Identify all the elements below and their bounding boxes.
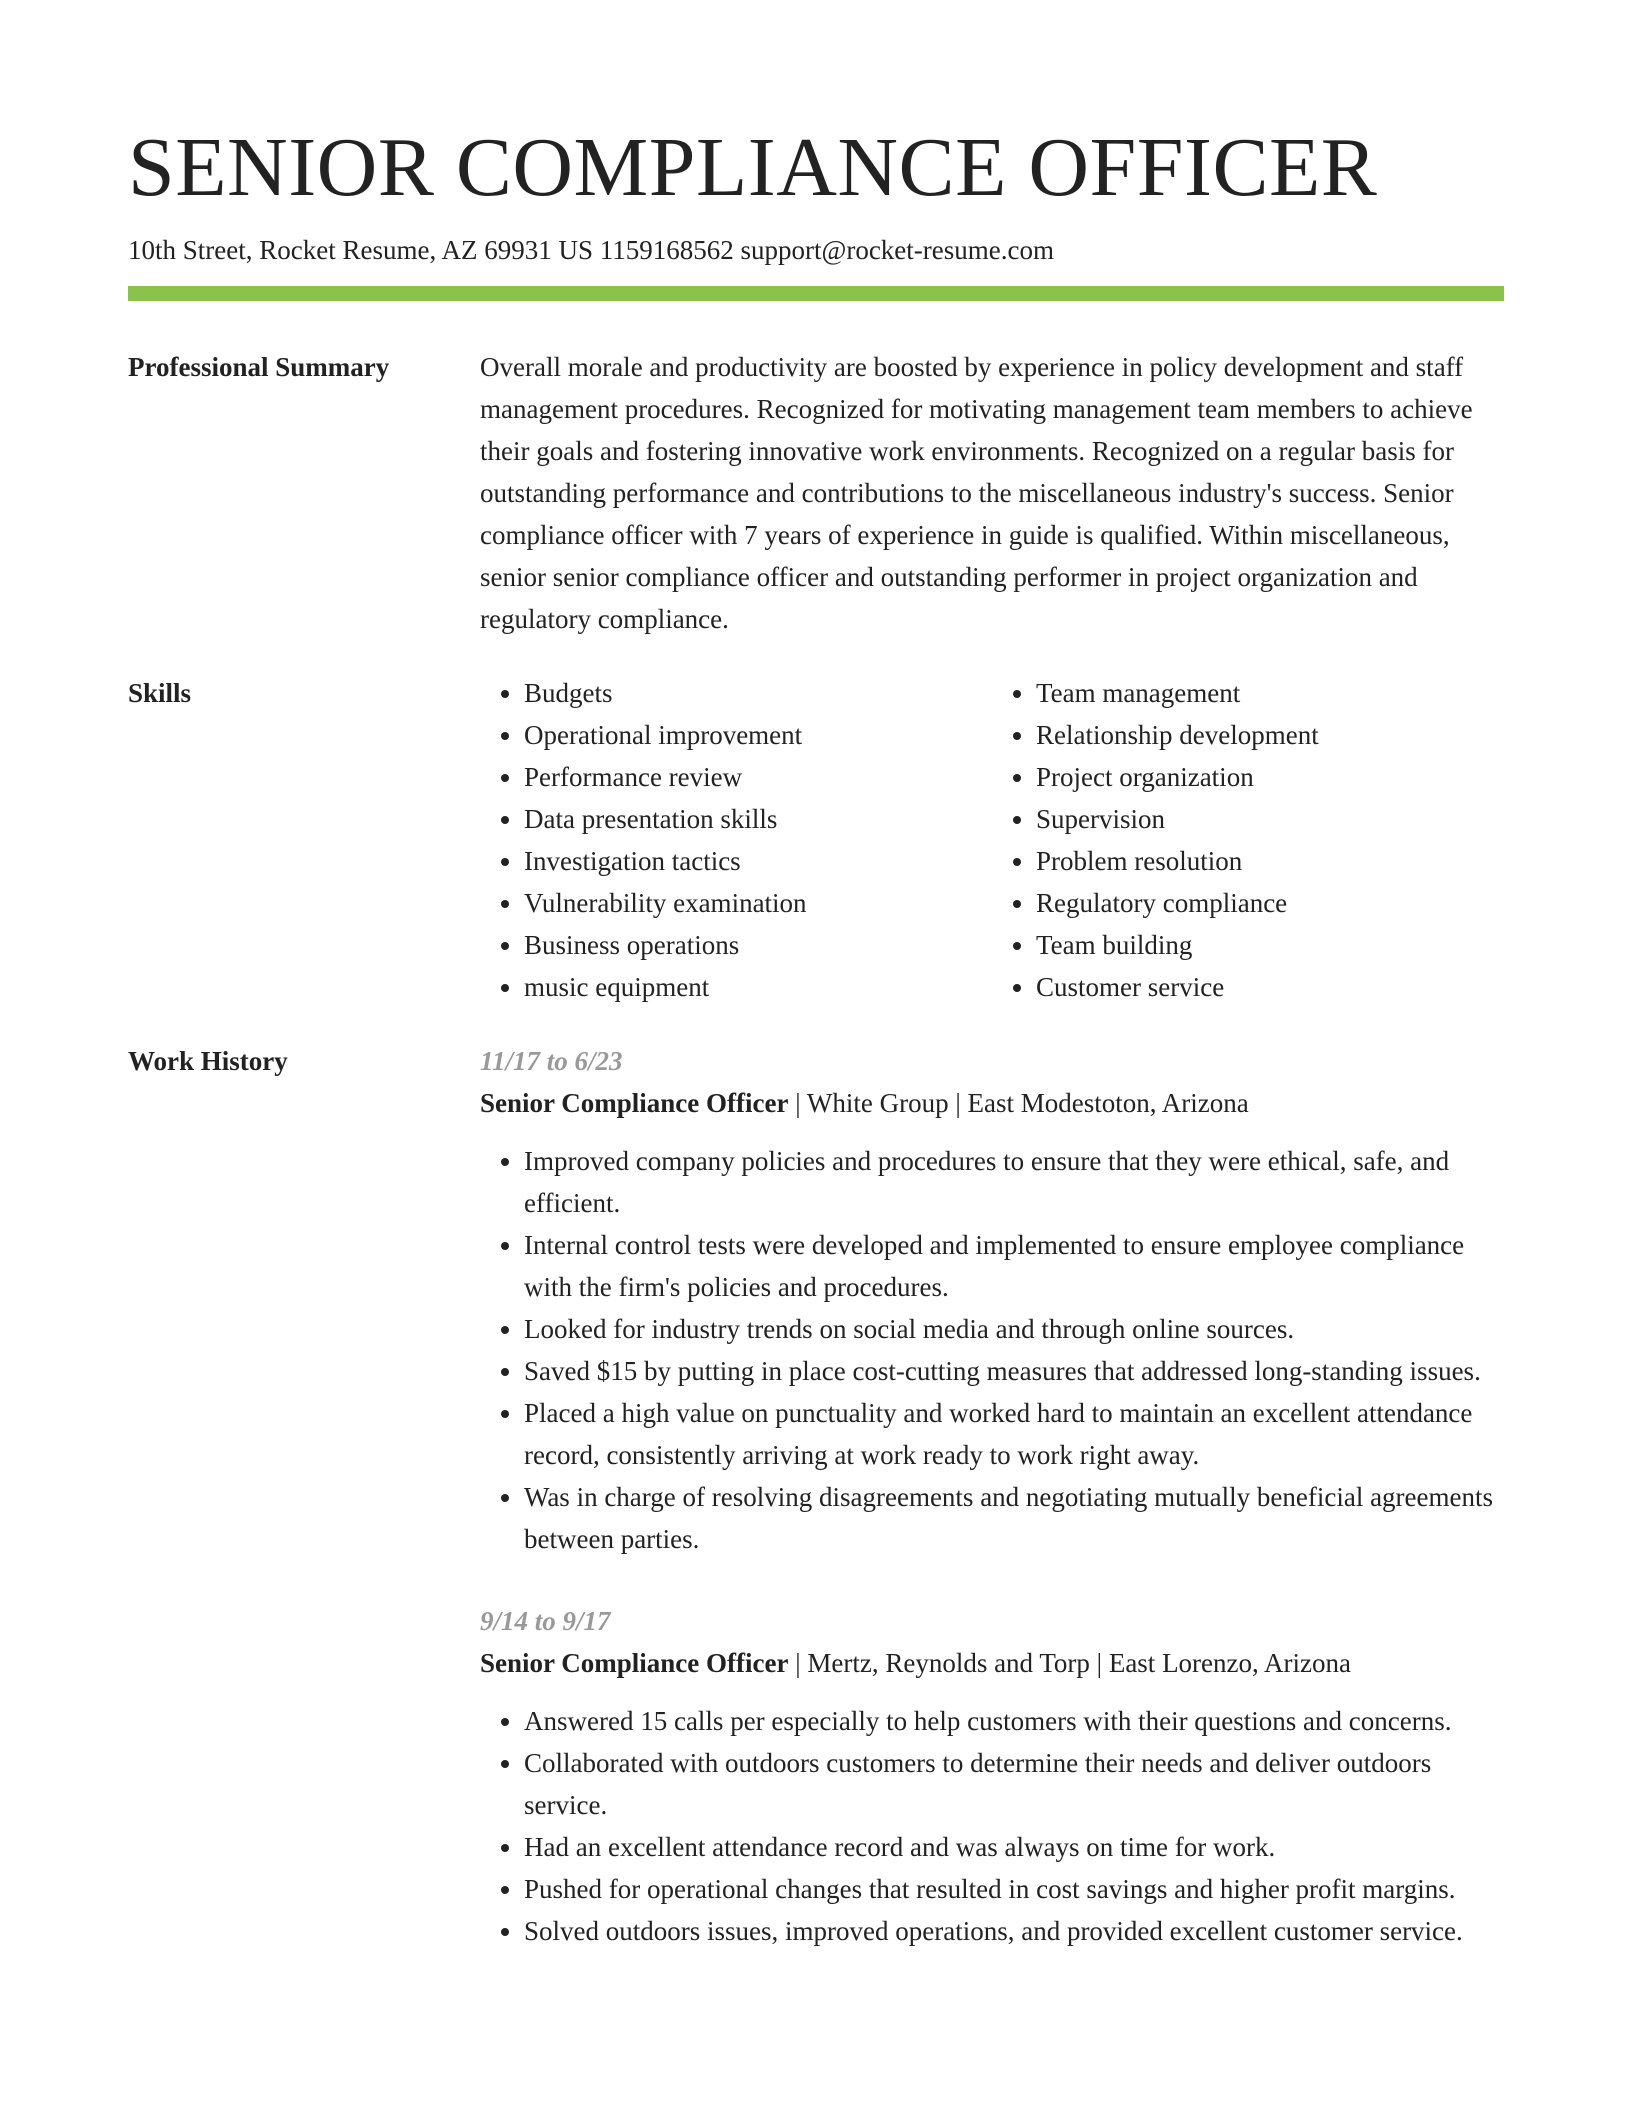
skill-item: • Problem resolution [1036, 840, 1504, 882]
skill-item: • Operational improvement [524, 714, 992, 756]
skill-item: • Team building [1036, 924, 1504, 966]
skill-item: • Regulatory compliance [1036, 882, 1504, 924]
skill-item: • Performance review [524, 756, 992, 798]
job-bullet: • Saved $15 by putting in place cost-cutting measures that addressed long-standing issues. [524, 1350, 1504, 1392]
skill-item: • Data presentation skills [524, 798, 992, 840]
job-entry [480, 1040, 1504, 1560]
skill-item: • Vulnerability examination [524, 882, 992, 924]
job-bullet: • Collaborated with outdoors customers to determine their needs and deliver outdoors service. [524, 1742, 1504, 1826]
contact-info: 10th Street, Rocket Resume, AZ 69931 US 1159168562 support@rocket-resume.com [128, 235, 1054, 265]
job-dates: 11/17 to 6/23 [480, 1046, 623, 1076]
resume-title: SENIOR COMPLIANCE OFFICER [128, 121, 1378, 214]
job-heading [480, 1642, 1504, 1684]
job-bullet-list [480, 1700, 1504, 1952]
job-employer-location: | White Group | East Modestoton, Arizona [788, 1088, 1249, 1118]
skills-column-2 [992, 672, 1504, 1008]
work-history-heading: Work History [128, 1046, 288, 1076]
skill-item: • music equipment [524, 966, 992, 1008]
job-bullet-list [480, 1140, 1504, 1560]
skill-item: • Budgets [524, 672, 992, 714]
skill-item: • Business operations [524, 924, 992, 966]
job-bullet: • Looked for industry trends on social media and through online sources. [524, 1308, 1504, 1350]
job-title: Senior Compliance Officer [480, 1648, 789, 1678]
skill-item: • Project organization [1036, 756, 1504, 798]
job-bullet: • Pushed for operational changes that resulted in cost savings and higher profit margins. [524, 1868, 1504, 1910]
job-bullet: • Solved outdoors issues, improved operations, and provided excellent customer service. [524, 1910, 1504, 1952]
job-dates: 9/14 to 9/17 [480, 1606, 611, 1636]
summary-text: Overall morale and productivity are boosted by experience in policy development and staff management procedures. Recognized for motivating management team members to achieve their goals and fostering innovative work environments. Recognized on a regular basis for outstanding performance and contributions to the miscellaneous industry's success. Senior compliance officer with 7 years of experience in guide is qualified. Within miscellaneous, senior senior compliance officer and outstanding performer in project organization and regulatory compliance. [480, 352, 1473, 634]
job-bullet: • Had an excellent attendance record and was always on time for work. [524, 1826, 1504, 1868]
skill-item: • Customer service [1036, 966, 1504, 1008]
job-bullet: • Improved company policies and procedures to ensure that they were ethical, safe, and efficient. [524, 1140, 1504, 1224]
job-bullet: • Placed a high value on punctuality and worked hard to maintain an excellent attendance record, consistently arriving at work ready to work right away. [524, 1392, 1504, 1476]
skill-item: • Relationship development [1036, 714, 1504, 756]
header-divider [128, 286, 1504, 301]
skill-item: • Supervision [1036, 798, 1504, 840]
summary-heading: Professional Summary [128, 352, 390, 382]
skill-item: • Investigation tactics [524, 840, 992, 882]
job-heading [480, 1082, 1504, 1124]
job-title: Senior Compliance Officer [480, 1088, 789, 1118]
skill-item: • Team management [1036, 672, 1504, 714]
job-bullet: • Answered 15 calls per especially to help customers with their questions and concerns. [524, 1700, 1504, 1742]
skills-heading: Skills [128, 678, 192, 708]
job-entry [480, 1600, 1504, 1952]
job-employer-location: | Mertz, Reynolds and Torp | East Lorenzo, Arizona [788, 1648, 1351, 1678]
job-bullet: • Internal control tests were developed and implemented to ensure employee compliance with the firm's policies and procedures. [524, 1224, 1504, 1308]
job-bullet: • Was in charge of resolving disagreements and negotiating mutually beneficial agreements between parties. [524, 1476, 1504, 1560]
skills-column-1 [480, 672, 992, 1008]
